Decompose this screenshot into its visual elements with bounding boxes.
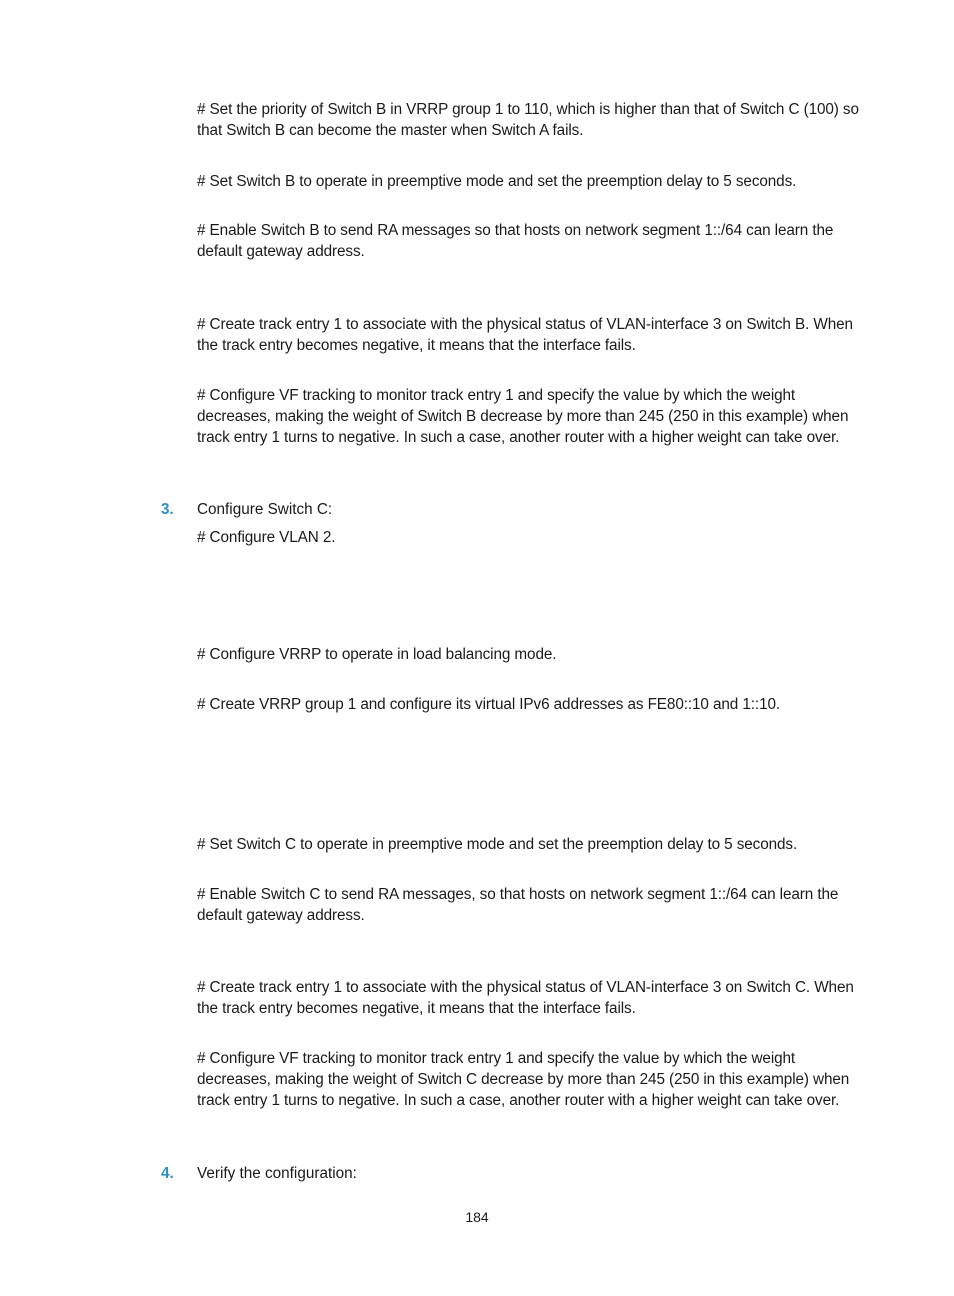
page-number: 184 [465, 1209, 489, 1225]
paragraph-load-balancing: # Configure VRRP to operate in load balancing mode. [197, 646, 557, 663]
paragraph-vf-tracking-switch-c: # Configure VF tracking to monitor track entry 1 and specify the value by which the weight decreases, making the weight of Switch C decrease by more than 245 (250 in this example) when track entry 1 turns to negative. In such a case, another router with a higher weight can take over. [197, 1050, 850, 1110]
step-number-4: 4. [161, 1165, 174, 1182]
paragraph-track-switch-c: # Create track entry 1 to associate with the physical status of VLAN-interface 3 on Switch C. When the track entry becomes negative, it means that the interface fails. [197, 979, 854, 1018]
paragraph-preempt-switch-c: # Set Switch C to operate in preemptive mode and set the preemption delay to 5 seconds. [197, 836, 798, 853]
paragraph-preempt-switch-b: # Set Switch B to operate in preemptive mode and set the preemption delay to 5 seconds. [197, 173, 797, 190]
paragraph-priority-switch-b: # Set the priority of Switch B in VRRP group 1 to 110, which is higher than that of Switch C (100) so that Switch B can become the master when Switch A fails. [197, 101, 859, 140]
paragraph-configure-vlan: # Configure VLAN 2. [197, 529, 336, 546]
step-number-3: 3. [161, 501, 174, 518]
paragraph-track-switch-b: # Create track entry 1 to associate with the physical status of VLAN-interface 3 on Switch B. When the track entry becomes negative, it means that the interface fails. [197, 316, 853, 355]
paragraph-ra-switch-c: # Enable Switch C to send RA messages, so that hosts on network segment 1::/64 can learn the default gateway address. [197, 886, 839, 925]
paragraph-vf-tracking-switch-b: # Configure VF tracking to monitor track entry 1 and specify the value by which the weight decreases, making the weight of Switch B decrease by more than 245 (250 in this example) when track entry 1 turns to negative. In such a case, another router with a higher weight can take over. [197, 387, 849, 447]
paragraph-create-vrrp-group: # Create VRRP group 1 and configure its virtual IPv6 addresses as FE80::10 and 1::10. [197, 696, 781, 713]
step-text-verify-configuration: Verify the configuration: [197, 1165, 357, 1182]
paragraph-ra-switch-b: # Enable Switch B to send RA messages so that hosts on network segment 1::/64 can learn the default gateway address. [197, 222, 834, 261]
step-text-configure-switch-c: Configure Switch C: [197, 501, 333, 518]
